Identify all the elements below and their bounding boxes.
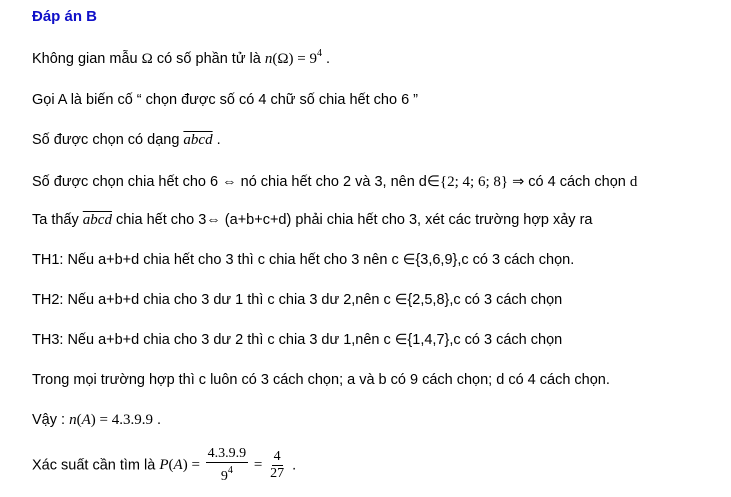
divisible-by-3-line: Ta thấy abcd chia hết cho 3⇔ (a+b+c+d) phải chia hết cho 3, xét các trường hợp xảy ra [32,212,593,228]
event-definition-line: Gọi A là biến cố “ chọn được số có 4 chữ số chia hết cho 6 ” [32,92,418,108]
probability-line: Xác suất cần tìm là P(A) = $\frac{4.3.9.9}{9^4}$ = $\frac{4}{27}$ . [32,446,297,484]
answer-title: Đáp án B [32,8,98,25]
number-form-line: Số được chọn có dạng abcd . [32,132,221,148]
fraction-2: $\frac{4}{27}$ [270,449,285,481]
summary-line: Trong mọi trường hợp thì c luôn có 3 cách chọn; a và b có 9 cách chọn; d có 4 cách chọn. [32,372,610,388]
divisible-by-6-line: Số được chọn chia hết cho 6 ⇔ nó chia hết cho 2 và 3, nên d∈{2; 4; 6; 8} ⇒ có 4 cách chọn d [32,174,638,190]
count-result-line: Vậy : n(A) = 4.3.9.9 . [32,412,162,428]
fraction-1: $\frac{4.3.9.9}{9^4}$ [207,446,247,484]
case-1-line: TH1: Nếu a+b+d chia hết cho 3 thì c chia hết cho 3 nên c ∈{3,6,9},c có 3 cách chọn. [32,252,575,268]
case-3-line: TH3: Nếu a+b+d chia cho 3 dư 2 thì c chia 3 dư 1,nên c ∈{1,4,7},c có 3 cách chọn [32,332,563,348]
case-2-line: TH2: Nếu a+b+d chia cho 3 dư 1 thì c chia 3 dư 2,nên c ∈{2,5,8},c có 3 cách chọn [32,292,563,308]
sample-space-line: Không gian mẫu Ω có số phần tử là $n(\Omega) = 9^4$ . [32,48,331,67]
